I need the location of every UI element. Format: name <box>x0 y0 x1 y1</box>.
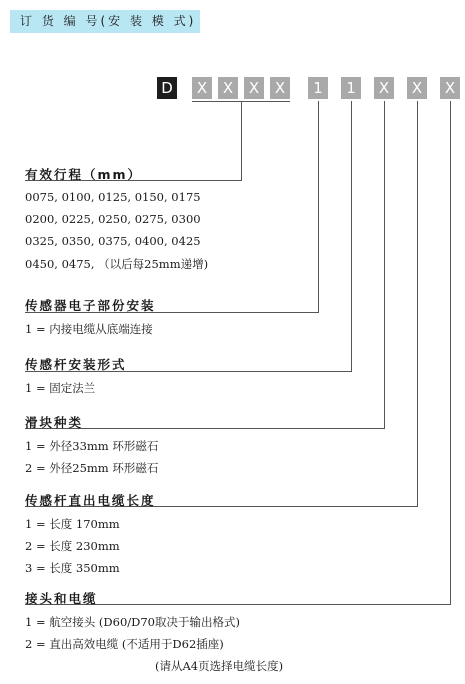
cable-length-line-3: 3 = 长度 350mm <box>25 561 120 575</box>
section-heading-connector: 接头和电缆 <box>25 591 98 606</box>
magnet-leader-v <box>384 101 385 428</box>
code-box-rod-mount: 1 <box>341 77 361 99</box>
code-box-electronics: 1 <box>308 77 328 99</box>
section-heading-stroke: 有效行程（mm） <box>25 167 143 182</box>
stroke-line-2: 0200, 0225, 0250, 0275, 0300 <box>25 212 201 226</box>
section-heading-electronics: 传感器电子部份安装 <box>25 298 156 313</box>
connector-line-2: 2 = 直出高效电缆 (不适用于D62插座) <box>25 637 224 651</box>
code-box-stroke-1: X <box>192 77 212 99</box>
stroke-leader-v <box>241 101 242 180</box>
stroke-line-3: 0325, 0350, 0375, 0400, 0425 <box>25 234 201 248</box>
code-box-stroke-3: X <box>244 77 264 99</box>
cable-length-line-1: 1 = 长度 170mm <box>25 517 120 531</box>
connector-line-1: 1 = 航空接头 (D60/D70取决于输出格式) <box>25 615 240 629</box>
page-title: 订 货 编 号(安 装 模 式) <box>10 10 200 33</box>
magnet-line-1: 1 = 外径33mm 环形磁石 <box>25 439 159 453</box>
connector-leader-v <box>450 101 451 604</box>
section-heading-cable-length: 传感杆直出电缆长度 <box>25 493 156 508</box>
cable-length-leader-v <box>417 101 418 506</box>
code-box-d: D <box>157 77 177 99</box>
code-box-cable-length: X <box>407 77 427 99</box>
code-box-magnet: X <box>374 77 394 99</box>
rod-mount-leader-v <box>351 101 352 371</box>
electronics-line-1: 1 = 内接电缆从底端连接 <box>25 322 153 336</box>
rod-mount-line-1: 1 = 固定法兰 <box>25 381 96 395</box>
connector-note: (请从A4页选择电缆长度) <box>155 659 284 673</box>
section-heading-rod-mount: 传感杆安装形式 <box>25 357 127 372</box>
code-box-stroke-2: X <box>218 77 238 99</box>
electronics-leader-v <box>318 101 319 312</box>
code-box-connector: X <box>440 77 460 99</box>
code-box-stroke-4: X <box>270 77 290 99</box>
stroke-line-4: 0450, 0475, （以后每25mm递增) <box>25 257 209 271</box>
section-heading-magnet: 滑块种类 <box>25 415 84 430</box>
cable-length-line-2: 2 = 长度 230mm <box>25 539 120 553</box>
stroke-line-1: 0075, 0100, 0125, 0150, 0175 <box>25 190 201 204</box>
magnet-line-2: 2 = 外径25mm 环形磁石 <box>25 461 159 475</box>
